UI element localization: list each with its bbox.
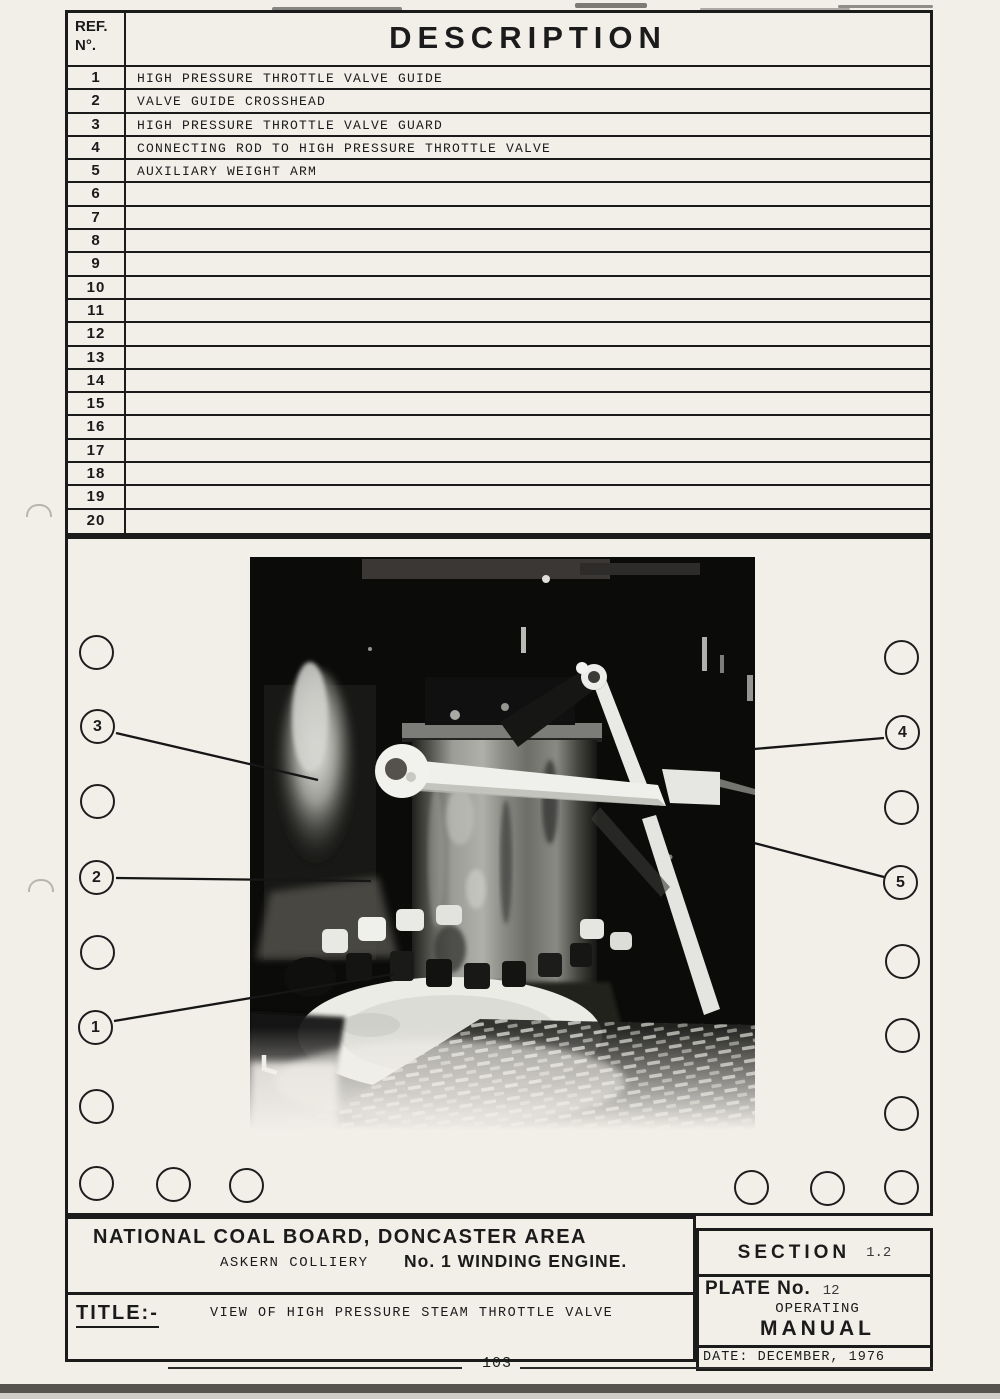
description-cell bbox=[126, 370, 930, 391]
callout-circle-empty bbox=[79, 1166, 114, 1201]
manual-line2: MANUAL bbox=[760, 1317, 875, 1340]
callout-circle-4: 4 bbox=[885, 715, 920, 750]
engine-name: No. 1 WINDING ENGINE. bbox=[404, 1251, 628, 1271]
callout-circle-5: 5 bbox=[883, 865, 918, 900]
ref-number-cell: 9 bbox=[68, 253, 126, 274]
colliery-name: ASKERN COLLIERY bbox=[220, 1255, 369, 1271]
table-row bbox=[68, 277, 930, 300]
description-cell bbox=[126, 207, 930, 228]
description-cell bbox=[126, 347, 930, 368]
table-row bbox=[68, 90, 930, 113]
description-table-rows bbox=[68, 67, 930, 533]
ref-number-header bbox=[68, 13, 126, 65]
scan-edge-shadow-light bbox=[0, 1393, 1000, 1399]
callout-circle-empty bbox=[79, 1089, 114, 1124]
plate-value: 12 bbox=[822, 1283, 840, 1299]
ref-number-cell: 19 bbox=[68, 486, 126, 507]
callout-circle-empty bbox=[884, 640, 919, 675]
callout-circle-empty bbox=[885, 944, 920, 979]
description-cell bbox=[126, 510, 930, 533]
colliery-engine-line bbox=[68, 1249, 693, 1279]
footer-rule-left bbox=[168, 1367, 462, 1369]
ref-number-cell: 16 bbox=[68, 416, 126, 437]
parts-description-table bbox=[65, 10, 933, 536]
plate-box bbox=[696, 1277, 933, 1348]
ref-number-cell: 6 bbox=[68, 183, 126, 204]
table-row bbox=[68, 230, 930, 253]
title-block-title bbox=[65, 1295, 696, 1362]
ref-number-cell: 1 bbox=[68, 67, 126, 88]
ref-number-cell: 5 bbox=[68, 160, 126, 181]
page-number: 103 bbox=[481, 1355, 512, 1372]
manual-line1: OPERATING bbox=[775, 1301, 860, 1317]
ref-number-cell: 4 bbox=[68, 137, 126, 158]
ref-number-cell: 10 bbox=[68, 277, 126, 298]
callout-circle-empty bbox=[884, 1096, 919, 1131]
plate-number-line bbox=[705, 1278, 930, 1300]
table-row bbox=[68, 440, 930, 463]
table-row bbox=[68, 323, 930, 346]
table-row bbox=[68, 416, 930, 439]
table-row bbox=[68, 510, 930, 533]
description-cell bbox=[126, 323, 930, 344]
table-row bbox=[68, 347, 930, 370]
ref-number-cell: 12 bbox=[68, 323, 126, 344]
organisation-name: NATIONAL COAL BOARD, DONCASTER AREA bbox=[93, 1226, 587, 1248]
description-cell bbox=[126, 393, 930, 414]
description-cell bbox=[126, 416, 930, 437]
callout-circle-empty bbox=[734, 1170, 769, 1205]
ref-number-cell: 7 bbox=[68, 207, 126, 228]
table-row bbox=[68, 67, 930, 90]
description-cell bbox=[126, 277, 930, 298]
callout-circle-empty bbox=[885, 1018, 920, 1053]
callout-circle-empty bbox=[79, 635, 114, 670]
ref-number-cell: 15 bbox=[68, 393, 126, 414]
description-cell bbox=[126, 300, 930, 321]
ref-number-cell: 18 bbox=[68, 463, 126, 484]
ref-number-cell: 17 bbox=[68, 440, 126, 461]
scan-edge-shadow bbox=[0, 1384, 1000, 1393]
table-row bbox=[68, 393, 930, 416]
ref-number-cell: 2 bbox=[68, 90, 126, 111]
table-row bbox=[68, 207, 930, 230]
description-cell: VALVE GUIDE CROSSHEAD bbox=[137, 94, 327, 110]
callout-circle-empty bbox=[229, 1168, 264, 1203]
table-row bbox=[68, 114, 930, 137]
ref-header-line1: REF. bbox=[75, 18, 108, 35]
callout-circle-empty bbox=[884, 1170, 919, 1205]
ref-number-cell: 11 bbox=[68, 300, 126, 321]
throttle-valve-photograph bbox=[250, 557, 755, 1130]
section-label: SECTION bbox=[737, 1241, 851, 1263]
callout-circle-3: 3 bbox=[80, 709, 115, 744]
description-cell bbox=[126, 440, 930, 461]
table-row bbox=[68, 160, 930, 183]
callout-circle-1: 1 bbox=[78, 1010, 113, 1045]
description-header: DESCRIPTION bbox=[389, 20, 667, 55]
description-cell bbox=[126, 230, 930, 251]
section-value: 1.2 bbox=[866, 1244, 892, 1261]
callout-circle-empty bbox=[156, 1167, 191, 1202]
title-block-organisation bbox=[65, 1216, 696, 1295]
table-row bbox=[68, 370, 930, 393]
drawing-title: VIEW OF HIGH PRESSURE STEAM THROTTLE VALVE bbox=[210, 1306, 614, 1321]
description-cell bbox=[126, 183, 930, 204]
scan-smudge bbox=[575, 3, 647, 8]
description-cell: HIGH PRESSURE THROTTLE VALVE GUARD bbox=[137, 117, 444, 133]
table-row bbox=[68, 183, 930, 206]
description-cell: CONNECTING ROD TO HIGH PRESSURE THROTTLE VALVE bbox=[137, 140, 552, 156]
table-row bbox=[68, 137, 930, 160]
ref-number-cell: 14 bbox=[68, 370, 126, 391]
ref-number-cell: 20 bbox=[68, 510, 126, 533]
ref-number-cell: 8 bbox=[68, 230, 126, 251]
callout-circle-empty bbox=[884, 790, 919, 825]
section-box bbox=[696, 1228, 933, 1277]
callout-circle-empty bbox=[80, 935, 115, 970]
callout-circle-empty bbox=[80, 784, 115, 819]
table-row bbox=[68, 463, 930, 486]
punch-hole bbox=[28, 879, 54, 892]
description-cell bbox=[126, 486, 930, 507]
description-cell bbox=[126, 253, 930, 274]
punch-hole bbox=[26, 504, 52, 517]
table-header-row bbox=[68, 13, 930, 67]
ref-header-line2: N°. bbox=[75, 36, 96, 54]
scan-smudge bbox=[838, 5, 933, 8]
footer-rule-right bbox=[520, 1367, 933, 1369]
callout-circle-empty bbox=[810, 1171, 845, 1206]
description-cell: AUXILIARY WEIGHT ARM bbox=[137, 164, 318, 180]
callout-circle-2: 2 bbox=[79, 860, 114, 895]
ref-number-cell: 3 bbox=[68, 114, 126, 135]
table-row bbox=[68, 253, 930, 276]
table-row bbox=[68, 300, 930, 323]
title-label: TITLE:- bbox=[76, 1302, 159, 1328]
description-cell: HIGH PRESSURE THROTTLE VALVE GUIDE bbox=[137, 71, 444, 86]
description-cell bbox=[126, 463, 930, 484]
table-row bbox=[68, 486, 930, 509]
ref-number-cell: 13 bbox=[68, 347, 126, 368]
plate-label: PLATE No. bbox=[705, 1278, 811, 1299]
date-box: DATE: DECEMBER, 1976 bbox=[696, 1348, 933, 1371]
